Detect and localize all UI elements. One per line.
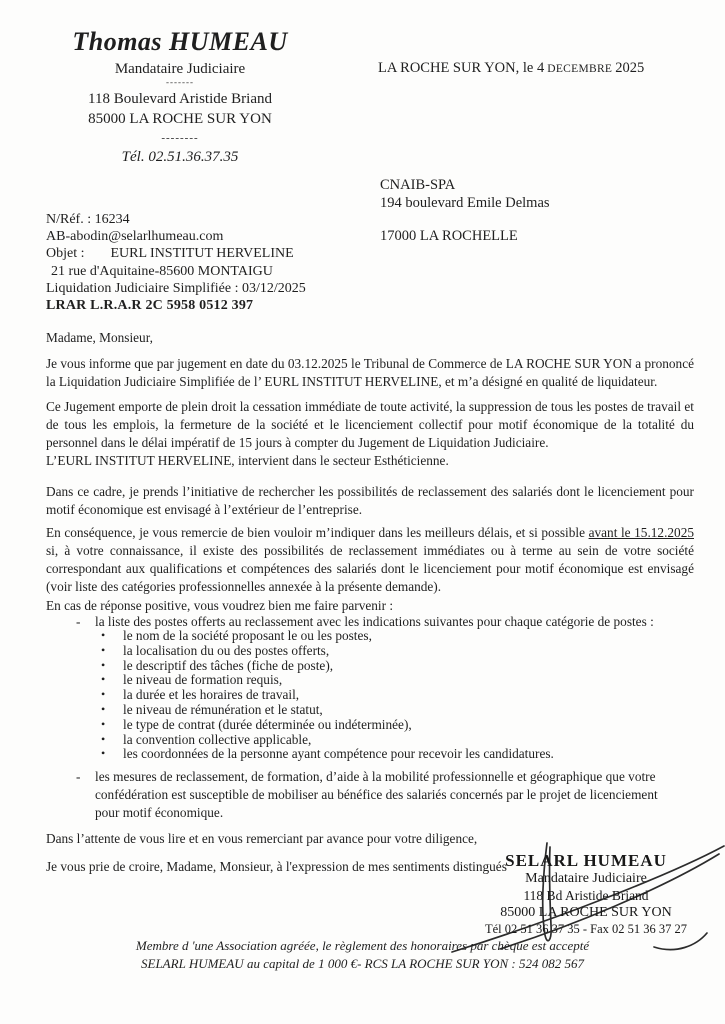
dash-item-text: les mesures de reclassement, de formation, d’aide à la mobilité professionnelle et géographique que votre confédération est susceptible de mobiliser au bénéfice des salariés concernés par le projet de licenciement pour motif économique. — [95, 769, 658, 820]
paragraph-sector: L’EURL INSTITUT HERVELINE, intervient dans le secteur Esthéticienne. — [46, 453, 449, 468]
recipient-block — [380, 176, 550, 245]
bullet-list — [46, 629, 694, 762]
paragraph-initiative: Dans ce cadre, je prends l’initiative de rechercher les possibilités de reclassement des salariés dont le licenciement pour motif économique est envisagé à l’extérieur de l’entreprise. — [46, 484, 694, 517]
footer-capital-line: SELARL HUMEAU au capital de 1 000 €- RCS LA ROCHE SUR YON : 524 082 567 — [141, 955, 584, 971]
bullet-marker: • — [101, 687, 106, 702]
list-item-text: le nom de la société proposant le ou les postes, — [123, 628, 372, 643]
stamp-role: Mandataire Judiciaire — [525, 871, 647, 886]
deadline-underlined: avant le 15.12.2025 — [588, 525, 694, 540]
paragraph-if-positive: En cas de réponse positive, vous voudrez bien me faire parvenir : — [46, 598, 394, 613]
list-item — [46, 629, 694, 644]
procedure-line: Liquidation Judiciaire Simplifiée : 03/12/2025 — [46, 280, 306, 296]
subject-label: Objet : — [46, 246, 85, 262]
recipient-name: CNAIB-SPA — [380, 177, 456, 193]
stamp-company-name: SELARL HUMEAU — [505, 851, 667, 870]
footer-association-line: Membre d 'une Association agréée, le règlement des honoraires par chèque est accepté — [135, 938, 590, 953]
subject-company: EURL INSTITUT HERVELINE — [110, 246, 294, 262]
list-item — [46, 733, 694, 748]
list-item-text: les coordonnées de la personne ayant compétence pour recevoir les candidatures. — [123, 746, 554, 762]
date-line — [378, 60, 644, 77]
our-reference: N/Réf. : 16234 — [46, 212, 130, 227]
sender-role: Mandataire Judiciaire — [114, 61, 246, 77]
list-item-text: le niveau de formation requis, — [123, 672, 283, 688]
bullet-marker: • — [101, 657, 106, 672]
bullet-marker: • — [101, 716, 106, 731]
company-stamp — [457, 851, 715, 938]
dash-item-measures — [46, 768, 694, 822]
bullet-marker: • — [101, 628, 106, 642]
list-item — [46, 673, 694, 688]
dash-marker: - — [76, 614, 81, 629]
list-item — [46, 659, 694, 674]
list-item-text: le niveau de rémunération et le statut, — [123, 701, 323, 717]
stamp-phone-fax: Tél 02 51 36 37 35 - Fax 02 51 36 37 27 — [484, 922, 688, 936]
request-text-after: si, à votre connaissance, il existe des possibilités de reclassement immédiates ou à terme au sein de votre société correspondant aux qualifications et compétences des salariés dont le licenciement pour motif économique est envisagé (voir liste des catégories professionnelles annexée à la présente demande). — [46, 543, 694, 594]
stamp-address: 118 Bd Aristide Briand — [523, 888, 649, 903]
recipient-street: 194 boulevard Emile Delmas — [380, 195, 550, 211]
closing-thanks: Dans l’attente de vous lire et en vous remerciant par avance pour votre diligence, — [46, 831, 478, 846]
list-item-text: la durée et les horaires de travail, — [123, 687, 300, 703]
divider-dashes: ------- — [166, 77, 194, 87]
tracking-number: LRAR L.R.A.R 2C 5958 0512 397 — [46, 298, 254, 314]
bullet-marker: • — [101, 672, 106, 687]
list-item-text: le type de contrat (durée déterminée ou indéterminée), — [123, 716, 412, 732]
request-text-before: En conséquence, je vous remercie de bien vouloir m’indiquer dans les meilleurs délais, et si possible — [46, 525, 589, 540]
bullet-marker: • — [101, 746, 106, 761]
sender-address-line2: 85000 LA ROCHE SUR YON — [88, 111, 272, 127]
list-item-text: le descriptif des tâches (fiche de poste), — [123, 657, 334, 673]
list-item-text: la convention collective applicable, — [123, 731, 312, 747]
list-item — [46, 688, 694, 703]
subject-address: 21 rue d'Aquitaine-85600 MONTAIGU — [51, 263, 273, 279]
list-item — [46, 718, 694, 733]
sender-phone: Tél. 02.51.36.37.35 — [121, 149, 239, 165]
date-year: 2025 — [615, 60, 645, 76]
list-item — [46, 747, 694, 762]
sender-name: Thomas HUMEAU — [72, 27, 288, 56]
letterhead — [42, 27, 318, 166]
bullet-marker: • — [101, 701, 106, 716]
bullet-marker: • — [101, 731, 106, 746]
paragraph-effects: Ce Jugement emporte de plein droit la cessation immédiate de toute activité, la suppression de tous les postes de travail et de tous les emplois, la fermeture de la société et le licenciement collectif pour motif économique de la totalité du personnel dans le délai impératif de 15 jours à compter du Jugement de Liquidation Judiciaire. — [46, 399, 694, 450]
reference-block — [46, 211, 306, 314]
sender-address-line1: 118 Boulevard Aristide Briand — [88, 91, 272, 107]
paragraph-request — [46, 524, 694, 596]
footer — [0, 937, 725, 972]
paragraph-judgment: Je vous informe que par jugement en date du 03.12.2025 le Tribunal de Commerce de LA ROCHE SUR YON a prononcé la Liquidation Judiciaire Simplifiée de l’ EURL INSTITUT HERVELINE, et m’a désigné en qualité de liquidateur. — [46, 356, 694, 389]
salutation: Madame, Monsieur, — [46, 330, 153, 345]
list-item-text: la localisation du ou des postes offerts, — [123, 642, 330, 658]
divider-dashes: -------- — [161, 132, 199, 144]
dash-marker: - — [76, 769, 81, 784]
contact-email: AB-abodin@selarlhumeau.com — [46, 229, 224, 245]
list-item — [46, 703, 694, 718]
list-item — [46, 644, 694, 659]
date-place: LA ROCHE SUR YON, le 4 — [378, 60, 545, 76]
closing-salutation: Je vous prie de croire, Madame, Monsieur, à l'expression de mes sentiments distingués — [46, 859, 507, 874]
dash-item-text: la liste des postes offerts au reclassement avec les indications suivantes pour chaque catégorie de postes : — [95, 614, 654, 629]
sender-address — [42, 89, 318, 129]
stamp-city: 85000 LA ROCHE SUR YON — [500, 905, 672, 920]
subject-line — [46, 245, 306, 262]
date-month: DECEMBRE — [547, 63, 613, 75]
bullet-marker: • — [101, 642, 106, 657]
recipient-city: 17000 LA ROCHELLE — [380, 228, 518, 244]
